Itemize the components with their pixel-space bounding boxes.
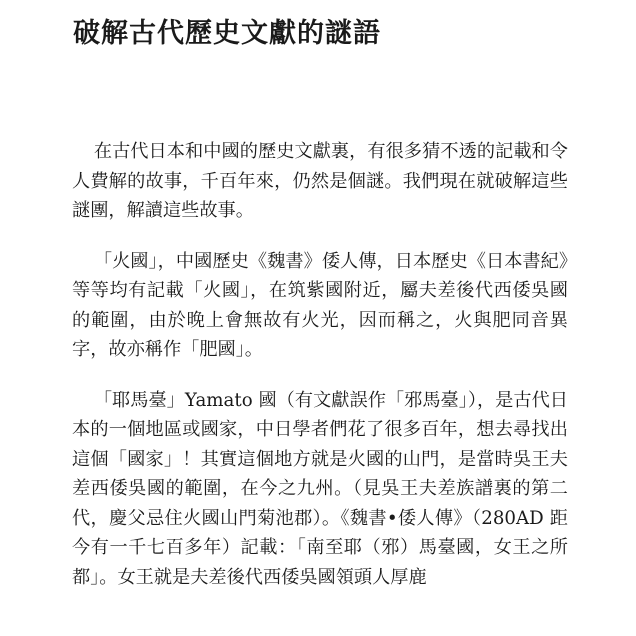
page-title: 破解古代歷史文獻的謎語 bbox=[73, 18, 381, 49]
paragraph-intro: 在古代日本和中國的歷史文獻裏，有很多猜不透的記載和令人費解的故事，千百年來，仍然是個謎。我們現在就破解這些謎團，解讀這些故事。 bbox=[72, 141, 568, 221]
paragraph-fire-country: 「火國」，中國歷史《魏書》倭人傳，日本歷史《日本書紀》等等均有記載「火國」，在筑紫國附近，屬夫差後代西倭吳國的範圍，由於晚上會無故有火光，因而稱之，火與肥同音異字，故亦稱作「肥國」。 bbox=[72, 250, 568, 360]
paragraph-yamato: 「耶馬臺」Yamato 國（有文獻誤作「邪馬臺」），是古代日本的一個地區或國家，中日學者們花了很多百年，想去尋找出這個「國家」！其實這個地方就是火國的山門，是當時吳王夫差西倭吳國的範圍，在今之九州。（見吳王夫差族譜裏的第二代，慶父忌住火國山門菊池郡）。《魏書•倭人傳》（280AD 距今有一千七百多年）記載：「南至耶（邪）馬臺國，女王之所都」。女王就是夫差後代西倭吳國領頭人厚鹿 bbox=[72, 389, 568, 588]
article-body bbox=[72, 137, 568, 613]
